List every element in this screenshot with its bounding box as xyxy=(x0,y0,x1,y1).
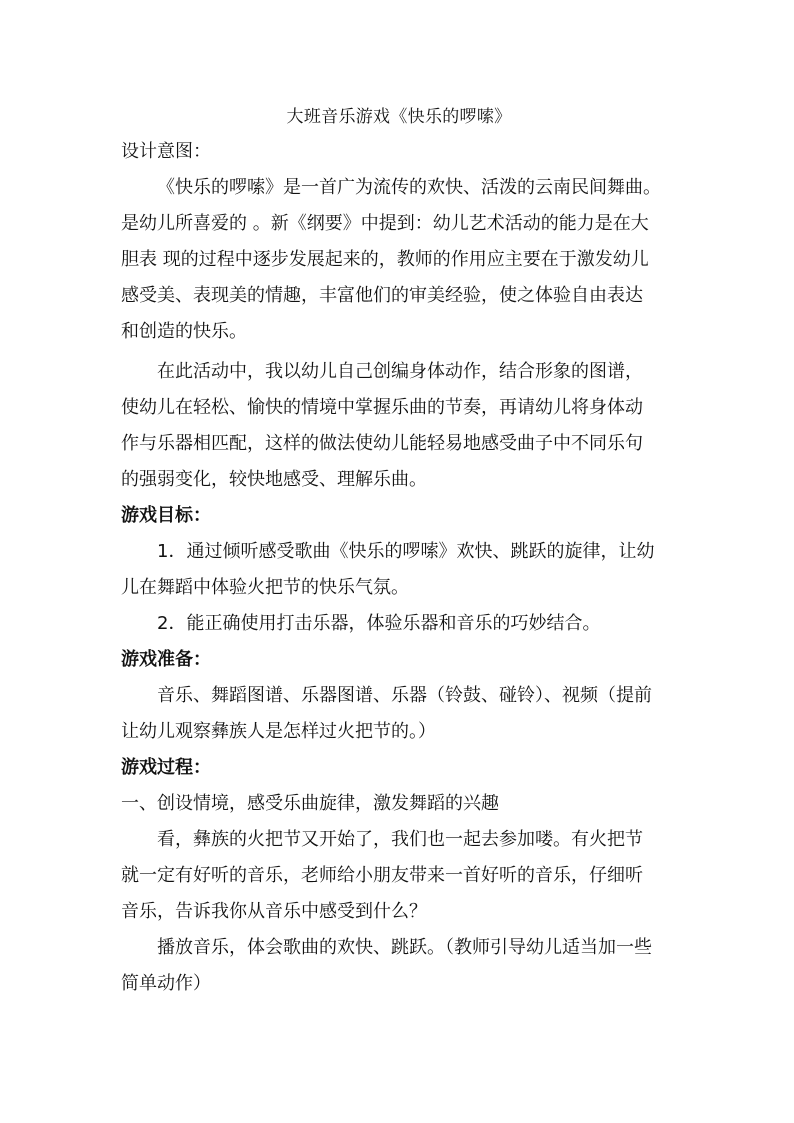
preparation-heading: 游戏准备： xyxy=(121,649,211,670)
document-body xyxy=(121,100,677,1002)
goal-item-1 xyxy=(121,534,677,606)
text-line: 和创造的快乐。 xyxy=(121,321,247,342)
design-intent-heading: 设计意图： xyxy=(121,141,211,162)
goal-item-2 xyxy=(121,606,677,642)
process-paragraph-2 xyxy=(121,930,677,1002)
document-title: 大班音乐游戏《快乐的啰嗦》 xyxy=(286,107,512,127)
text-line: 是幼儿所喜爱的 。新《纲要》中提到：幼儿艺术活动的能力是在大 xyxy=(121,213,649,234)
text-line: 儿在舞蹈中体验火把节的快乐气氛。 xyxy=(121,577,409,598)
design-intent-paragraph-1 xyxy=(121,170,677,350)
text-line: 2．能正确使用打击乐器，体验乐器和音乐的巧妙结合。 xyxy=(157,613,601,634)
text-line: 的强弱变化，较快地感受、理解乐曲。 xyxy=(121,469,427,490)
preparation-paragraph xyxy=(121,678,677,750)
design-intent-paragraph-2 xyxy=(121,354,677,498)
text-line: 胆表 现的过程中逐步发展起来的，教师的作用应主要在于激发幼儿 xyxy=(121,249,649,270)
text-line: 就一定有好听的音乐，老师给小朋友带来一首好听的音乐，仔细听 xyxy=(121,865,643,886)
text-line: 感受美、表现美的情趣，丰富他们的审美经验，使之体验自由表达 xyxy=(121,285,643,306)
text-line: 简单动作） xyxy=(121,973,211,994)
text-line: 使幼儿在轻松、愉快的情境中掌握乐曲的节奏，再请幼儿将身体动 xyxy=(121,397,643,418)
text-line: 让幼儿观察彝族人是怎样过火把节的。） xyxy=(121,721,436,742)
text-line: 1．通过倾听感受歌曲《快乐的啰嗦》欢快、跳跃的旋律，让幼 xyxy=(157,541,655,562)
text-line: 音乐、舞蹈图谱、乐器图谱、乐器（铃鼓、碰铃）、视频（提前 xyxy=(157,685,652,706)
process-paragraph-1 xyxy=(121,822,677,930)
text-line: 《快乐的啰嗦》是一首广为流传的欢快、活泼的云南民间舞曲。 xyxy=(157,177,661,198)
text-line: 作与乐器相匹配，这样的做法使幼儿能轻易地感受曲子中不同乐句 xyxy=(121,433,643,454)
text-line: 音乐，告诉我你从音乐中感受到什么？ xyxy=(121,901,427,922)
text-line: 播放音乐，体会歌曲的欢快、跳跃。（教师引导幼儿适当加一些 xyxy=(157,937,652,958)
process-step-1-title: 一、创设情境，感受乐曲旋律，激发舞蹈的兴趣 xyxy=(121,793,499,814)
text-line: 在此活动中，我以幼儿自己创编身体动作，结合形象的图谱， xyxy=(157,361,643,382)
text-line: 看，彝族的火把节又开始了，我们也一起去参加喽。有火把节 xyxy=(157,829,643,850)
process-heading: 游戏过程： xyxy=(121,757,211,778)
goals-heading: 游戏目标： xyxy=(121,505,211,526)
